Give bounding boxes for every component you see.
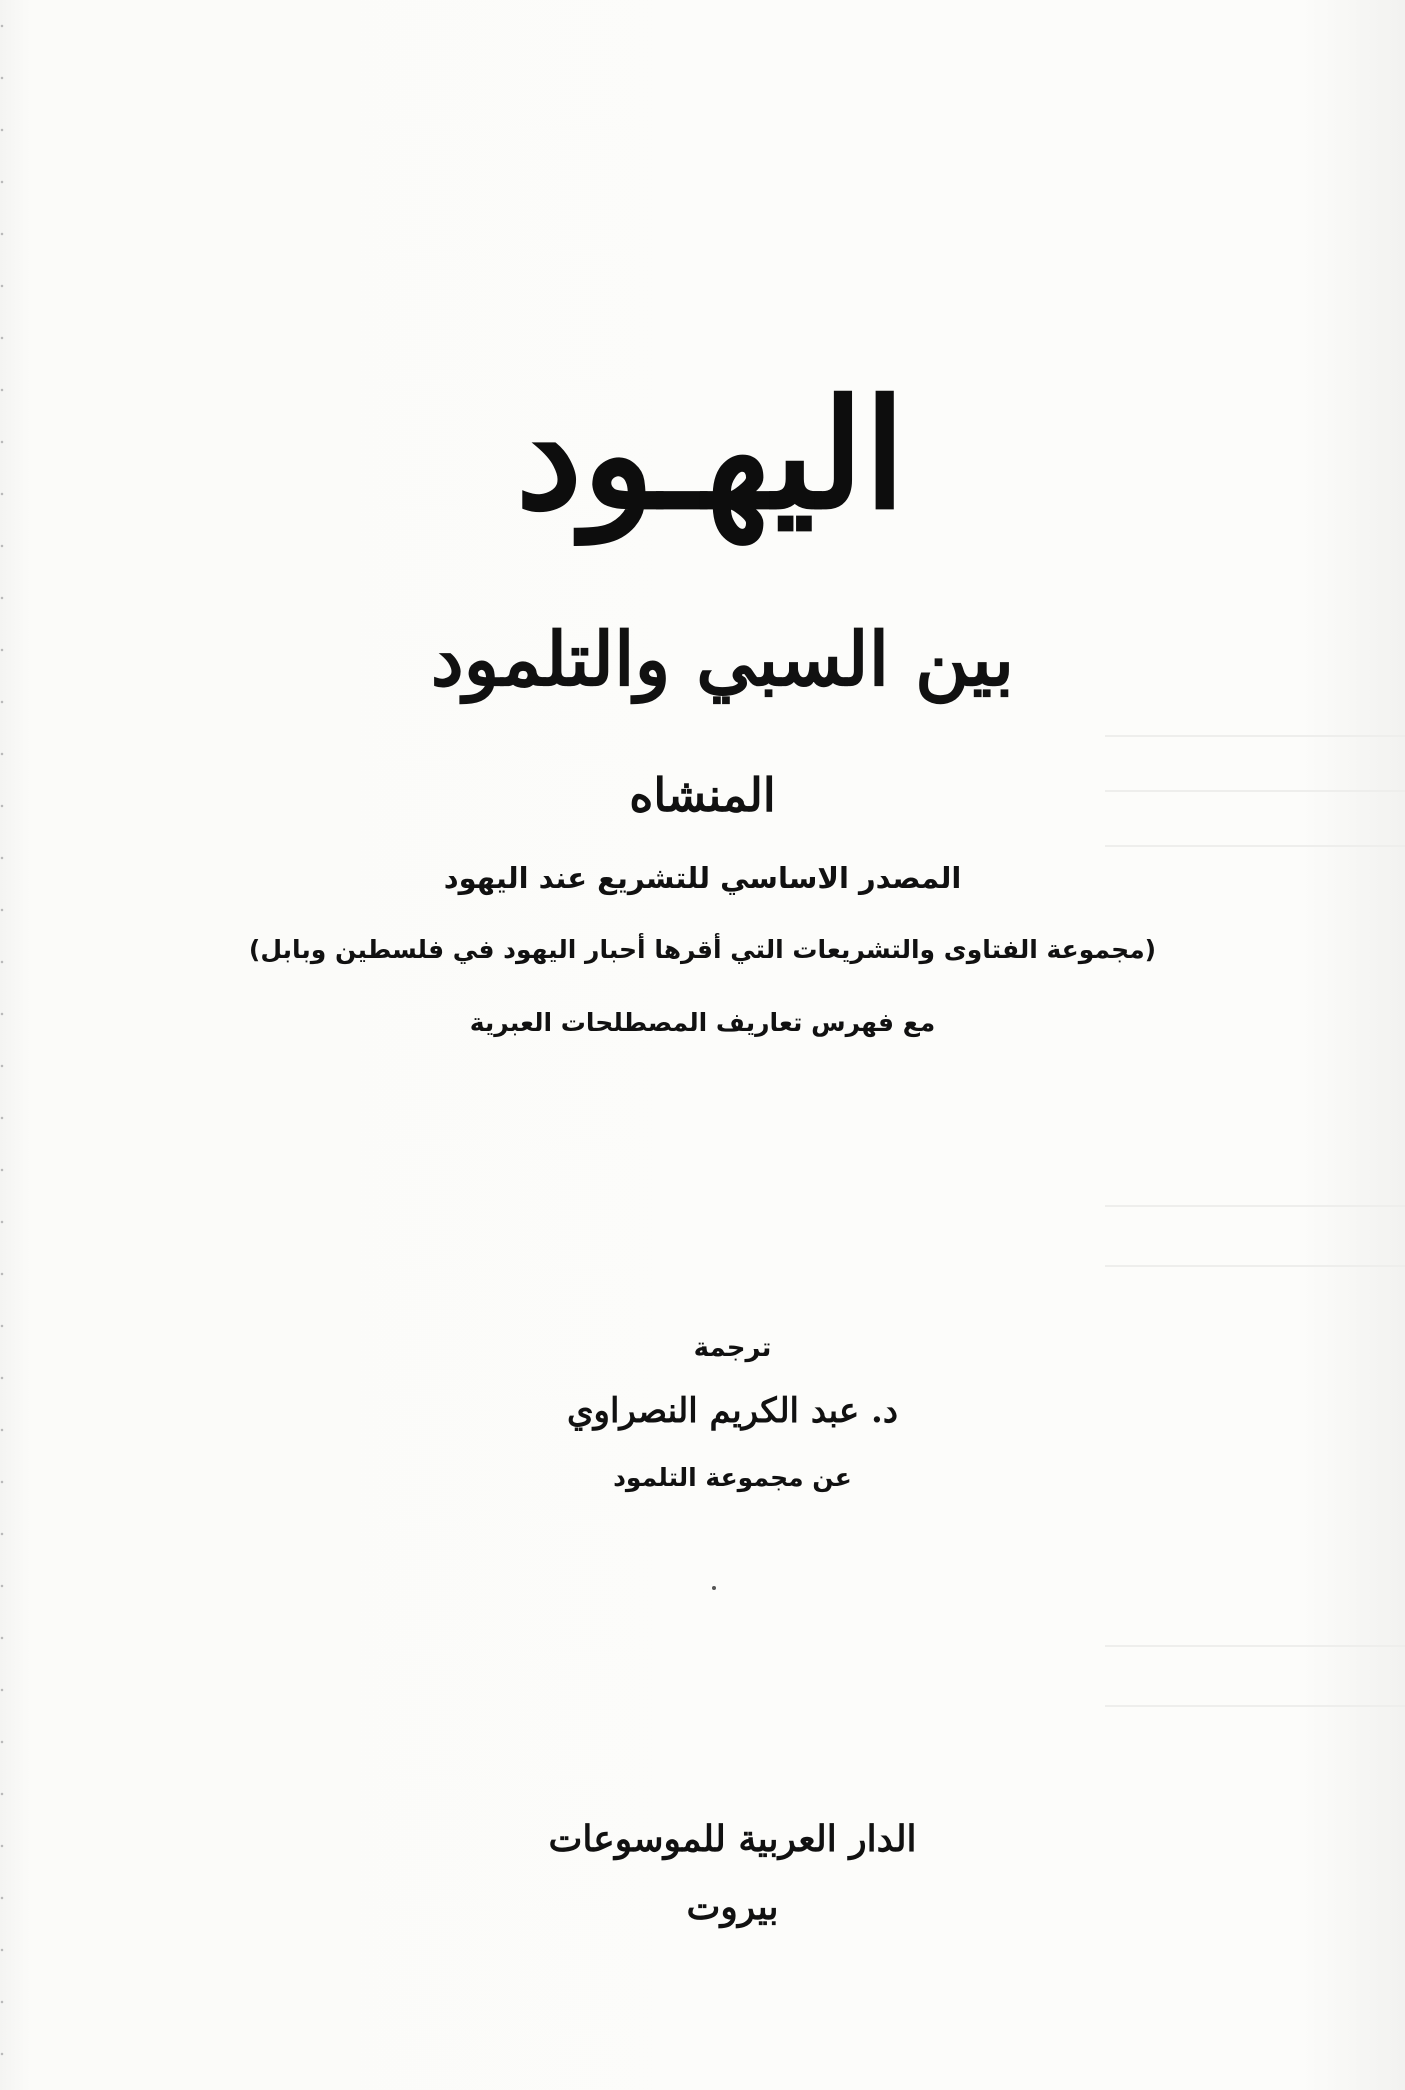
bleed-through-mark bbox=[1105, 1645, 1405, 1647]
binding-margin-dots bbox=[0, 0, 4, 2090]
bleed-through-mark bbox=[1105, 1705, 1405, 1707]
bleed-through-mark bbox=[1105, 1265, 1405, 1267]
subtitle: بين السبي والتلمود bbox=[430, 617, 1015, 703]
publisher-name: الدار العربية للموسوعات bbox=[548, 1818, 917, 1860]
source-note: عن مجموعة التلمود bbox=[613, 1463, 852, 1492]
translation-label: ترجمة bbox=[693, 1333, 772, 1363]
paper-speck bbox=[712, 1586, 716, 1590]
main-title: اليهـود bbox=[515, 367, 906, 543]
bleed-through-mark bbox=[1105, 845, 1405, 847]
translator-name: د. عبد الكريم النصراوي bbox=[566, 1391, 899, 1431]
index-line: مع فهرس تعاريف المصطلحات العبرية bbox=[469, 1008, 936, 1037]
collection-line: (مجموعة الفتاوى والتشريعات التي أقرها أحبار اليهود في فلسطين وبابل) bbox=[248, 935, 1157, 964]
bleed-through-mark bbox=[1105, 1205, 1405, 1207]
bleed-through-mark bbox=[1105, 735, 1405, 737]
origin-heading: المنشاه bbox=[629, 768, 776, 822]
source-line: المصدر الاساسي للتشريع عند اليهود bbox=[443, 861, 962, 895]
publisher-city: بيروت bbox=[686, 1886, 779, 1928]
